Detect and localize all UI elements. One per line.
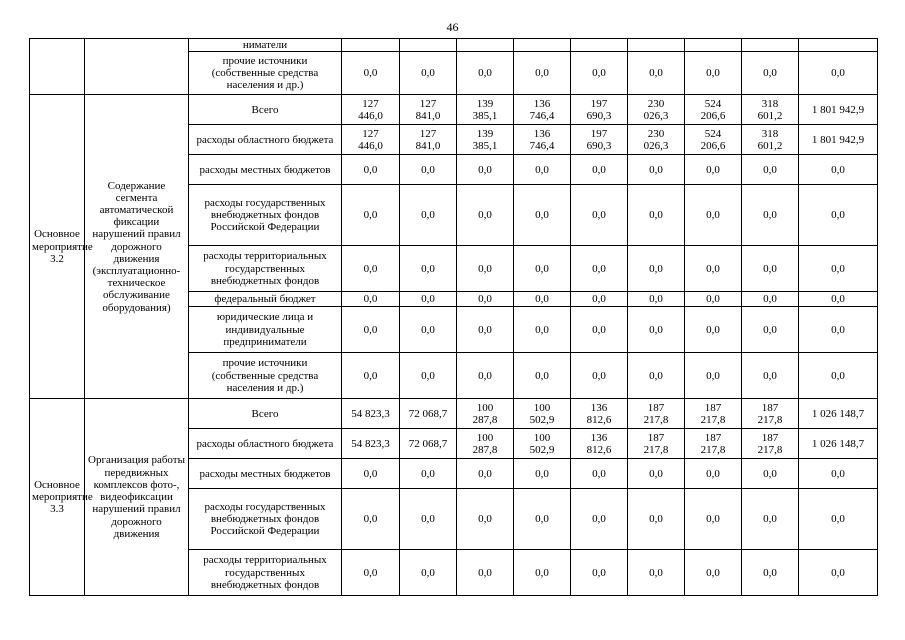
value-cell: 0,0 (742, 292, 799, 307)
total-cell: 1 801 942,9 (799, 95, 878, 125)
value-cell: 0,0 (342, 52, 400, 95)
value-cell: 0,0 (628, 353, 685, 399)
budget-table (29, 38, 878, 596)
value-cell: 0,0 (514, 52, 571, 95)
value-cell: 0,0 (514, 353, 571, 399)
source-cell: прочие источники (собственные средства населения и др.) (189, 353, 342, 399)
value-cell: 0,0 (342, 292, 400, 307)
value-cell: 0,0 (742, 353, 799, 399)
value-cell: 0,0 (628, 246, 685, 292)
value-cell: 524 206,6 (685, 125, 742, 155)
value-cell: 0,0 (342, 185, 400, 246)
value-cell: 0,0 (742, 185, 799, 246)
total-cell: 0,0 (799, 307, 878, 353)
value-cell: 0,0 (685, 155, 742, 185)
value-cell: 0,0 (742, 489, 799, 550)
total-cell: 0,0 (799, 459, 878, 489)
value-cell: 0,0 (457, 52, 514, 95)
value-cell: 0,0 (342, 307, 400, 353)
table-row (30, 39, 878, 52)
value-cell: 0,0 (514, 489, 571, 550)
value-cell: 0,0 (685, 489, 742, 550)
value-cell: 0,0 (571, 52, 628, 95)
value-cell: 0,0 (571, 459, 628, 489)
value-cell: 0,0 (685, 307, 742, 353)
value-cell: 0,0 (571, 292, 628, 307)
value-cell: 100 287,8 (457, 399, 514, 429)
source-cell: расходы территориальных государственных внебюджетных фондов (189, 246, 342, 292)
source-cell: расходы государственных внебюджетных фондов Российской Федерации (189, 489, 342, 550)
source-cell: юридические лица и индивидуальные предприниматели (189, 307, 342, 353)
value-cell: 54 823,3 (342, 429, 400, 459)
value-cell: 0,0 (628, 550, 685, 596)
total-cell: 0,0 (799, 550, 878, 596)
value-cell: 0,0 (400, 185, 457, 246)
value-cell: 139 385,1 (457, 95, 514, 125)
total-cell: 0,0 (799, 185, 878, 246)
value-cell: 0,0 (628, 292, 685, 307)
value-cell: 0,0 (685, 292, 742, 307)
source-cell: Всего (189, 399, 342, 429)
value-cell: 197 690,3 (571, 95, 628, 125)
value-cell: 0,0 (685, 52, 742, 95)
event-cell: Основное мероприятие 3.3 (30, 399, 85, 596)
value-cell: 127 841,0 (400, 95, 457, 125)
value-cell (457, 39, 514, 52)
event-name-cell: Содержание сегмента автоматической фиксации нарушений правил дорожного движения (эксплуатационно-техническое обслуживание оборудования) (85, 95, 189, 399)
value-cell (400, 39, 457, 52)
value-cell: 0,0 (342, 459, 400, 489)
value-cell: 0,0 (685, 246, 742, 292)
value-cell: 0,0 (685, 550, 742, 596)
value-cell: 0,0 (400, 307, 457, 353)
source-cell: Всего (189, 95, 342, 125)
source-cell: расходы местных бюджетов (189, 459, 342, 489)
value-cell: 0,0 (342, 246, 400, 292)
value-cell: 0,0 (457, 489, 514, 550)
value-cell: 0,0 (400, 550, 457, 596)
value-cell: 0,0 (628, 185, 685, 246)
value-cell: 0,0 (742, 52, 799, 95)
value-cell: 318 601,2 (742, 125, 799, 155)
value-cell: 0,0 (342, 489, 400, 550)
value-cell: 136 746,4 (514, 125, 571, 155)
event-name-cell: Организация работы передвижных комплексов фото-, видеофиксации нарушений правил дорожного движения (85, 399, 189, 596)
value-cell: 0,0 (628, 52, 685, 95)
value-cell (628, 39, 685, 52)
value-cell: 0,0 (628, 155, 685, 185)
value-cell: 54 823,3 (342, 399, 400, 429)
value-cell: 0,0 (742, 155, 799, 185)
value-cell: 0,0 (457, 353, 514, 399)
value-cell: 0,0 (457, 307, 514, 353)
page-number: 46 (446, 20, 459, 34)
value-cell: 318 601,2 (742, 95, 799, 125)
value-cell: 0,0 (342, 155, 400, 185)
value-cell: 230 026,3 (628, 125, 685, 155)
value-cell: 0,0 (628, 459, 685, 489)
table-body (30, 39, 878, 596)
value-cell: 136 812,6 (571, 429, 628, 459)
value-cell: 0,0 (400, 246, 457, 292)
total-cell: 0,0 (799, 246, 878, 292)
event-cell: Основное мероприятие 3.2 (30, 95, 85, 399)
value-cell: 0,0 (342, 550, 400, 596)
value-cell: 0,0 (514, 292, 571, 307)
value-cell: 0,0 (457, 550, 514, 596)
table-row (30, 95, 878, 125)
total-cell (799, 39, 878, 52)
source-cell: расходы областного бюджета (189, 125, 342, 155)
value-cell: 72 068,7 (400, 399, 457, 429)
value-cell: 0,0 (571, 489, 628, 550)
source-cell: ниматели (189, 39, 342, 52)
value-cell (342, 39, 400, 52)
source-cell: расходы государственных внебюджетных фондов Российской Федерации (189, 185, 342, 246)
source-cell: федеральный бюджет (189, 292, 342, 307)
value-cell: 187 217,8 (685, 399, 742, 429)
value-cell: 0,0 (514, 307, 571, 353)
value-cell: 0,0 (457, 459, 514, 489)
value-cell: 0,0 (400, 353, 457, 399)
value-cell: 0,0 (457, 155, 514, 185)
total-cell: 1 026 148,7 (799, 399, 878, 429)
value-cell: 197 690,3 (571, 125, 628, 155)
value-cell: 136 812,6 (571, 399, 628, 429)
value-cell: 187 217,8 (742, 429, 799, 459)
value-cell (571, 39, 628, 52)
total-cell: 0,0 (799, 353, 878, 399)
total-cell: 0,0 (799, 292, 878, 307)
value-cell: 230 026,3 (628, 95, 685, 125)
value-cell: 0,0 (742, 459, 799, 489)
value-cell: 0,0 (571, 185, 628, 246)
total-cell: 0,0 (799, 489, 878, 550)
value-cell: 0,0 (685, 459, 742, 489)
value-cell: 0,0 (514, 459, 571, 489)
value-cell: 524 206,6 (685, 95, 742, 125)
value-cell: 187 217,8 (628, 399, 685, 429)
source-cell: расходы местных бюджетов (189, 155, 342, 185)
value-cell: 100 502,9 (514, 429, 571, 459)
value-cell: 127 841,0 (400, 125, 457, 155)
value-cell: 187 217,8 (628, 429, 685, 459)
value-cell: 139 385,1 (457, 125, 514, 155)
value-cell: 0,0 (742, 246, 799, 292)
value-cell: 0,0 (514, 185, 571, 246)
value-cell: 0,0 (571, 353, 628, 399)
total-cell: 0,0 (799, 155, 878, 185)
total-cell: 1 801 942,9 (799, 125, 878, 155)
value-cell (514, 39, 571, 52)
value-cell: 0,0 (457, 246, 514, 292)
value-cell: 0,0 (742, 550, 799, 596)
total-cell: 0,0 (799, 52, 878, 95)
value-cell: 127 446,0 (342, 95, 400, 125)
value-cell: 187 217,8 (742, 399, 799, 429)
value-cell: 187 217,8 (685, 429, 742, 459)
table-row (30, 399, 878, 429)
total-cell: 1 026 148,7 (799, 429, 878, 459)
value-cell: 0,0 (742, 307, 799, 353)
value-cell: 0,0 (571, 307, 628, 353)
value-cell: 0,0 (400, 292, 457, 307)
value-cell (685, 39, 742, 52)
value-cell: 0,0 (514, 155, 571, 185)
value-cell: 0,0 (400, 52, 457, 95)
source-cell: расходы территориальных государственных внебюджетных фондов (189, 550, 342, 596)
value-cell: 0,0 (571, 550, 628, 596)
source-cell: расходы областного бюджета (189, 429, 342, 459)
value-cell: 0,0 (571, 246, 628, 292)
value-cell: 100 502,9 (514, 399, 571, 429)
value-cell: 0,0 (571, 155, 628, 185)
value-cell: 136 746,4 (514, 95, 571, 125)
value-cell: 100 287,8 (457, 429, 514, 459)
value-cell: 0,0 (400, 459, 457, 489)
value-cell: 0,0 (628, 307, 685, 353)
value-cell: 0,0 (342, 353, 400, 399)
value-cell: 0,0 (685, 353, 742, 399)
value-cell: 0,0 (514, 246, 571, 292)
source-cell: прочие источники (собственные средства населения и др.) (189, 52, 342, 95)
value-cell: 0,0 (400, 155, 457, 185)
event-name-cell (85, 39, 189, 95)
value-cell: 0,0 (514, 550, 571, 596)
value-cell: 72 068,7 (400, 429, 457, 459)
event-cell (30, 39, 85, 95)
value-cell: 127 446,0 (342, 125, 400, 155)
value-cell: 0,0 (457, 185, 514, 246)
value-cell (742, 39, 799, 52)
value-cell: 0,0 (685, 185, 742, 246)
value-cell: 0,0 (400, 489, 457, 550)
value-cell: 0,0 (628, 489, 685, 550)
value-cell: 0,0 (457, 292, 514, 307)
